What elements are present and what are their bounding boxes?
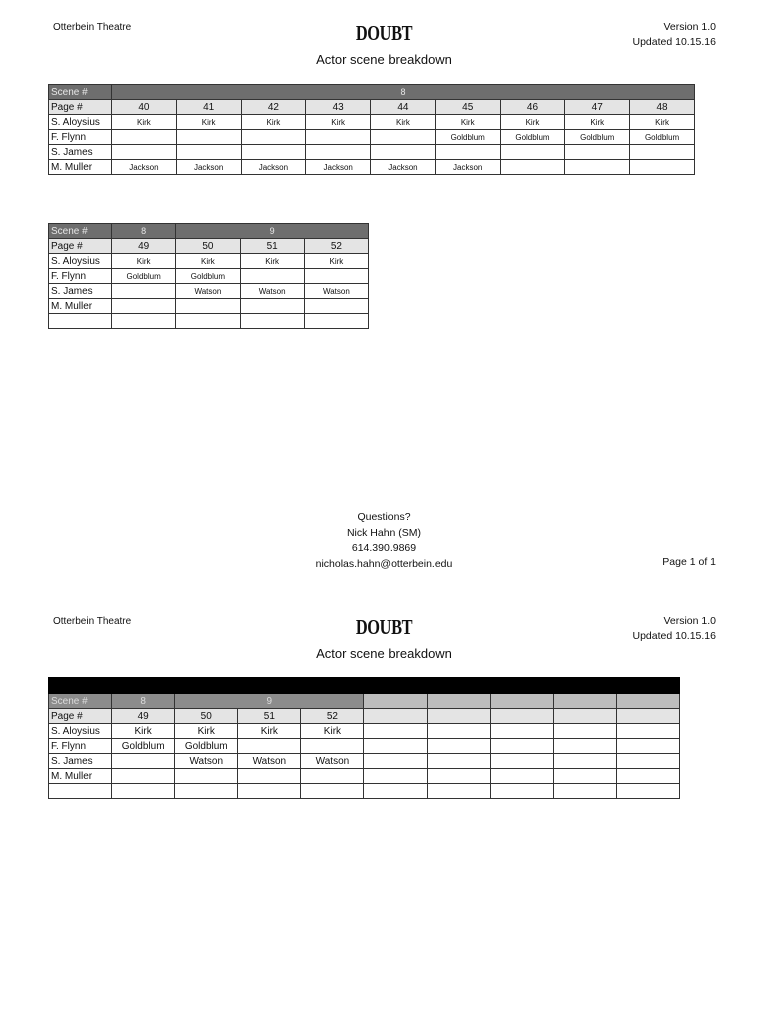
- character-name: S. James: [49, 284, 112, 299]
- actor-cell: [301, 769, 364, 784]
- actor-cell: Jackson: [435, 160, 500, 175]
- page-number-cell: 52: [304, 239, 368, 254]
- actor-cell: [553, 784, 616, 799]
- actor-cell: Kirk: [304, 254, 368, 269]
- page-number-cell: [553, 709, 616, 724]
- actor-cell: [553, 769, 616, 784]
- table-row: [49, 769, 680, 784]
- page-number: Page 1 of 1: [662, 556, 716, 568]
- actor-cell: [112, 284, 176, 299]
- actor-cell: [500, 145, 565, 160]
- actor-cell: [175, 769, 238, 784]
- actor-cell: Watson: [176, 284, 240, 299]
- actor-cell: [630, 145, 695, 160]
- table-row: [49, 145, 695, 160]
- page-label: Page #: [49, 239, 112, 254]
- actor-cell: [112, 314, 176, 329]
- actor-cell: [616, 739, 679, 754]
- table-row: [49, 754, 680, 769]
- scene-label: Scene #: [49, 224, 112, 239]
- actor-cell: [553, 724, 616, 739]
- actor-cell: Goldblum: [175, 739, 238, 754]
- scene-label: Scene #: [49, 85, 112, 100]
- character-name: S. James: [49, 145, 112, 160]
- page-number-cell: 46: [500, 100, 565, 115]
- actor-cell: Kirk: [240, 254, 304, 269]
- character-name: [49, 314, 112, 329]
- actor-cell: [371, 145, 436, 160]
- actor-cell: [427, 784, 490, 799]
- actor-cell: Jackson: [371, 160, 436, 175]
- actor-cell: [364, 769, 427, 784]
- actor-cell: Kirk: [435, 115, 500, 130]
- actor-cell: [490, 724, 553, 739]
- updated-label: Updated 10.15.16: [632, 36, 716, 48]
- actor-cell: [364, 724, 427, 739]
- table-row: [49, 160, 695, 175]
- actor-cell: Jackson: [241, 160, 306, 175]
- contact-name: Nick Hahn (SM): [346, 526, 422, 539]
- page-number-cell: 52: [301, 709, 364, 724]
- header-bar: [49, 678, 680, 694]
- empty-cell: [490, 694, 553, 709]
- character-name: S. Aloysius: [49, 724, 112, 739]
- character-name: [49, 784, 112, 799]
- scene-value: 9: [175, 694, 364, 709]
- character-name: M. Muller: [49, 299, 112, 314]
- actor-cell: Watson: [304, 284, 368, 299]
- actor-cell: [364, 754, 427, 769]
- page-number-cell: 48: [630, 100, 695, 115]
- actor-cell: [616, 769, 679, 784]
- actor-cell: [630, 160, 695, 175]
- actor-cell: [240, 299, 304, 314]
- actor-cell: Watson: [301, 754, 364, 769]
- actor-cell: Kirk: [301, 724, 364, 739]
- page-number-cell: 51: [238, 709, 301, 724]
- actor-cell: Watson: [175, 754, 238, 769]
- actor-cell: [240, 314, 304, 329]
- header-bar-row: [49, 678, 680, 694]
- actor-cell: [364, 739, 427, 754]
- table-row: [49, 299, 369, 314]
- actor-cell: Goldblum: [630, 130, 695, 145]
- page-label: Page #: [49, 100, 112, 115]
- scene-row: [49, 85, 695, 100]
- actor-cell: Kirk: [565, 115, 630, 130]
- actor-cell: [306, 130, 371, 145]
- actor-cell: [112, 299, 176, 314]
- page-number-cell: 41: [176, 100, 241, 115]
- table-row: [49, 269, 369, 284]
- actor-cell: [371, 130, 436, 145]
- doc-subtitle: Actor scene breakdown: [316, 52, 452, 67]
- character-name: S. Aloysius: [49, 115, 112, 130]
- scene-value: 8: [112, 224, 176, 239]
- actor-cell: [435, 145, 500, 160]
- table-row: [49, 254, 369, 269]
- actor-cell: [565, 145, 630, 160]
- actor-cell: Kirk: [241, 115, 306, 130]
- table-row: [49, 314, 369, 329]
- actor-cell: Kirk: [176, 254, 240, 269]
- actor-cell: Goldblum: [176, 269, 240, 284]
- updated-label-2: Updated 10.15.16: [632, 630, 716, 642]
- empty-cell: [364, 694, 427, 709]
- scene-value: 8: [112, 694, 175, 709]
- org-name: Otterbein Theatre: [53, 22, 132, 33]
- scene-breakdown-table-1: [48, 84, 695, 175]
- page-number-cell: 44: [371, 100, 436, 115]
- actor-cell: [553, 739, 616, 754]
- character-name: F. Flynn: [49, 269, 112, 284]
- character-name: M. Muller: [49, 769, 112, 784]
- actor-cell: [301, 784, 364, 799]
- character-name: F. Flynn: [49, 739, 112, 754]
- actor-cell: Jackson: [306, 160, 371, 175]
- table-row: [49, 739, 680, 754]
- page-number-cell: [427, 709, 490, 724]
- actor-cell: Jackson: [176, 160, 241, 175]
- actor-cell: [553, 754, 616, 769]
- actor-cell: Goldblum: [112, 269, 176, 284]
- contact-email[interactable]: nicholas.hahn@otterbein.edu: [315, 557, 453, 570]
- actor-cell: Goldblum: [565, 130, 630, 145]
- actor-cell: [616, 724, 679, 739]
- actor-cell: [500, 160, 565, 175]
- actor-cell: [176, 130, 241, 145]
- character-name: S. James: [49, 754, 112, 769]
- actor-cell: Kirk: [630, 115, 695, 130]
- page-number-cell: 51: [240, 239, 304, 254]
- actor-cell: Goldblum: [500, 130, 565, 145]
- actor-cell: Kirk: [112, 254, 176, 269]
- actor-cell: [616, 784, 679, 799]
- actor-cell: [304, 269, 368, 284]
- doc-title: DOUBT: [355, 21, 413, 45]
- actor-cell: [112, 754, 175, 769]
- org-name-2: Otterbein Theatre: [53, 616, 132, 627]
- actor-cell: [490, 769, 553, 784]
- actor-cell: [241, 145, 306, 160]
- page-number-cell: 49: [112, 709, 175, 724]
- page-number-cell: [364, 709, 427, 724]
- table-row: [49, 724, 680, 739]
- version-info-2: [633, 614, 717, 644]
- actor-cell: [304, 314, 368, 329]
- empty-cell: [553, 694, 616, 709]
- scene-value: 8: [112, 85, 695, 100]
- page-label: Page #: [49, 709, 112, 724]
- page-number-cell: 49: [112, 239, 176, 254]
- actor-cell: Kirk: [175, 724, 238, 739]
- page-number-cell: 43: [306, 100, 371, 115]
- character-name: S. Aloysius: [49, 254, 112, 269]
- page-number-cell: [616, 709, 679, 724]
- actor-cell: [427, 769, 490, 784]
- actor-cell: Goldblum: [112, 739, 175, 754]
- actor-cell: [240, 269, 304, 284]
- actor-cell: Jackson: [112, 160, 177, 175]
- actor-cell: Kirk: [238, 724, 301, 739]
- page-number-cell: [490, 709, 553, 724]
- actor-cell: [490, 784, 553, 799]
- page-number-cell: 42: [241, 100, 306, 115]
- actor-cell: Watson: [240, 284, 304, 299]
- doc-title-2: DOUBT: [355, 615, 413, 639]
- actor-cell: [565, 160, 630, 175]
- actor-cell: [427, 754, 490, 769]
- scene-row: [49, 694, 680, 709]
- contact-phone: 614.390.9869: [351, 542, 417, 554]
- page-number-cell: 40: [112, 100, 177, 115]
- actor-cell: Kirk: [112, 115, 177, 130]
- actor-cell: [304, 299, 368, 314]
- page-number-cell: 45: [435, 100, 500, 115]
- character-name: M. Muller: [49, 160, 112, 175]
- scene-breakdown-table-2: [48, 223, 369, 329]
- page-row: [49, 709, 680, 724]
- actor-cell: Kirk: [500, 115, 565, 130]
- actor-cell: [301, 739, 364, 754]
- actor-cell: Kirk: [371, 115, 436, 130]
- table-row: [49, 284, 369, 299]
- actor-cell: [238, 769, 301, 784]
- actor-cell: Kirk: [176, 115, 241, 130]
- actor-cell: Watson: [238, 754, 301, 769]
- actor-cell: [490, 754, 553, 769]
- character-name: F. Flynn: [49, 130, 112, 145]
- actor-cell: [112, 130, 177, 145]
- version-label: Version 1.0: [663, 21, 716, 33]
- version-label-2: Version 1.0: [663, 615, 716, 627]
- doc-subtitle-2: Actor scene breakdown: [316, 646, 452, 661]
- actor-cell: [427, 739, 490, 754]
- contact-block: [0, 510, 768, 572]
- table-row: [49, 115, 695, 130]
- page-number-cell: 50: [176, 239, 240, 254]
- actor-cell: [238, 784, 301, 799]
- actor-cell: [364, 784, 427, 799]
- scene-value: 9: [176, 224, 369, 239]
- table-row: [49, 784, 680, 799]
- actor-cell: [176, 314, 240, 329]
- actor-cell: [176, 299, 240, 314]
- actor-cell: [112, 145, 177, 160]
- table-row: [49, 130, 695, 145]
- actor-cell: [176, 145, 241, 160]
- contact-questions: Questions?: [357, 511, 411, 523]
- actor-cell: [616, 754, 679, 769]
- page-number-cell: 47: [565, 100, 630, 115]
- actor-cell: [241, 130, 306, 145]
- page-number-cell: 50: [175, 709, 238, 724]
- actor-cell: [238, 739, 301, 754]
- page-row: [49, 100, 695, 115]
- actor-cell: [112, 769, 175, 784]
- page-row: [49, 239, 369, 254]
- actor-cell: [306, 145, 371, 160]
- actor-cell: [427, 724, 490, 739]
- empty-cell: [616, 694, 679, 709]
- scene-label: Scene #: [49, 694, 112, 709]
- empty-cell: [427, 694, 490, 709]
- scene-row: [49, 224, 369, 239]
- actor-cell: [490, 739, 553, 754]
- actor-cell: Kirk: [112, 724, 175, 739]
- actor-cell: Kirk: [306, 115, 371, 130]
- actor-cell: Goldblum: [435, 130, 500, 145]
- actor-cell: [175, 784, 238, 799]
- version-info: [633, 20, 717, 50]
- scene-breakdown-table-3: [48, 677, 680, 799]
- actor-cell: [112, 784, 175, 799]
